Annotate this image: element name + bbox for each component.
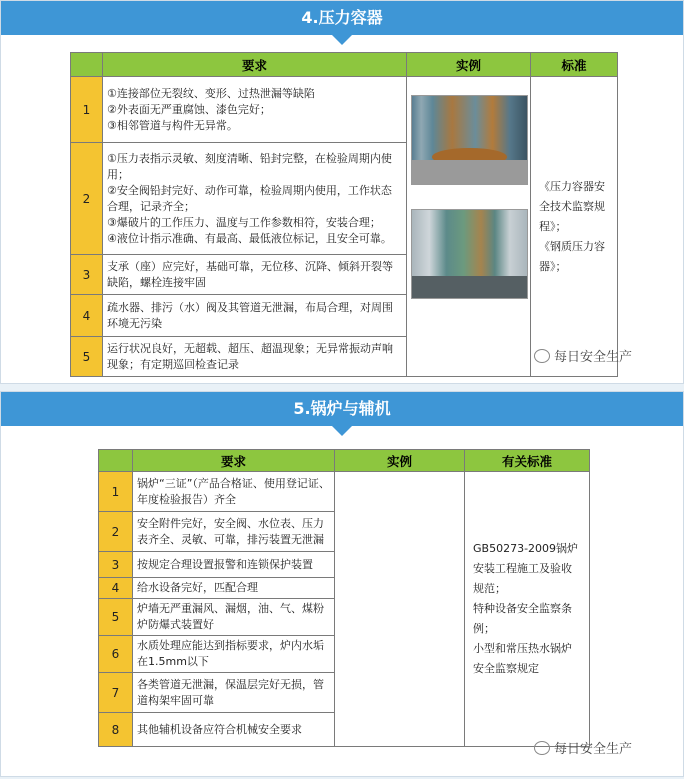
standard-line: 《钢质压力容器》； bbox=[539, 239, 605, 273]
row-number: 4 bbox=[99, 578, 133, 599]
wechat-icon bbox=[534, 741, 550, 755]
requirement-cell bbox=[103, 255, 407, 295]
requirement-line: ④液位计指示准确、有最高、最低液位标记，且安全可靠。 bbox=[107, 231, 392, 245]
requirement-cell: 其他辅机设备应符合机械安全要求 bbox=[133, 713, 335, 747]
pressure-vessel-photo-2 bbox=[411, 209, 528, 299]
header-standard: 标准 bbox=[531, 53, 618, 77]
requirement-cell: 各类管道无泄漏，保温层完好无损，管道构架牢固可靠 bbox=[133, 673, 335, 713]
header-requirement: 要求 bbox=[133, 450, 335, 472]
requirement-line: ②外表面无严重腐蚀、漆色完好； bbox=[107, 102, 271, 116]
section-title: 4.压力容器 bbox=[1, 1, 683, 35]
row-number: 4 bbox=[71, 295, 103, 337]
header-empty bbox=[99, 450, 133, 472]
requirement-cell: 安全附件完好，安全阀、水位表、压力表齐全、灵敏、可靠，排污装置无泄漏 bbox=[133, 512, 335, 552]
header-example: 实例 bbox=[407, 53, 531, 77]
header-example: 实例 bbox=[335, 450, 465, 472]
header-empty bbox=[71, 53, 103, 77]
requirement-cell bbox=[103, 77, 407, 143]
requirement-line: 疏水器、排污（水）阀及其管道无泄漏，布局合理，对周围环境无污染 bbox=[107, 300, 393, 330]
requirement-cell: 水质处理应能达到指标要求，炉内水垢在1.5mm以下 bbox=[133, 636, 335, 673]
header-requirement: 要求 bbox=[103, 53, 407, 77]
row-number: 3 bbox=[99, 552, 133, 578]
requirement-cell bbox=[103, 143, 407, 255]
watermark bbox=[534, 738, 632, 757]
standard-cell bbox=[531, 77, 618, 377]
boiler-panel bbox=[0, 391, 684, 777]
requirement-line: ①压力表指示灵敏、刻度清晰、铅封完整，在检验周期内使用； bbox=[107, 151, 392, 181]
example-cell bbox=[335, 472, 465, 747]
watermark bbox=[534, 346, 632, 365]
row-number: 6 bbox=[99, 636, 133, 673]
requirement-cell: 锅炉“三证”（产品合格证、使用登记证、年度检验报告）齐全 bbox=[133, 472, 335, 512]
pressure-vessel-photo-1 bbox=[411, 95, 528, 185]
requirement-cell: 炉墙无严重漏风、漏烟，油、气、煤粉炉防爆式装置好 bbox=[133, 599, 335, 636]
row-number: 5 bbox=[99, 599, 133, 636]
standard-line: GB50273-2009锅炉安装工程施工及验收规范； bbox=[473, 542, 579, 595]
example-cell bbox=[407, 77, 531, 377]
standard-line: 小型和常压热水锅炉安全监察规定 bbox=[473, 642, 572, 675]
header-standard: 有关标准 bbox=[465, 450, 590, 472]
requirement-line: 支承（座）应完好，基础可靠，无位移、沉降、倾斜开裂等缺陷，螺栓连接牢固 bbox=[107, 259, 393, 289]
standard-cell bbox=[465, 472, 590, 747]
row-number: 5 bbox=[71, 337, 103, 377]
standard-line: 特种设备安全监察条例； bbox=[473, 602, 572, 635]
requirement-cell bbox=[103, 337, 407, 377]
row-number: 2 bbox=[99, 512, 133, 552]
requirement-line: ②安全阀铅封完好、动作可靠，检验周期内使用，工作状态合理，记录齐全； bbox=[107, 183, 392, 213]
watermark-text: 每日安全生产 bbox=[554, 350, 633, 365]
requirement-line: ③相邻管道与构件无异常。 bbox=[107, 118, 238, 132]
requirement-cell bbox=[103, 295, 407, 337]
row-number: 2 bbox=[71, 143, 103, 255]
requirement-line: ①连接部位无裂纹、变形、过热泄漏等缺陷 bbox=[107, 86, 315, 100]
requirement-cell: 按规定合理设置报警和连锁保护装置 bbox=[133, 552, 335, 578]
watermark-text: 每日安全生产 bbox=[554, 742, 633, 757]
boiler-table bbox=[98, 449, 590, 747]
row-number: 1 bbox=[71, 77, 103, 143]
wechat-icon bbox=[534, 349, 550, 363]
requirement-cell: 给水设备完好，匹配合理 bbox=[133, 578, 335, 599]
row-number: 1 bbox=[99, 472, 133, 512]
row-number: 7 bbox=[99, 673, 133, 713]
row-number: 3 bbox=[71, 255, 103, 295]
pressure-vessel-table bbox=[70, 52, 618, 377]
pressure-vessel-panel bbox=[0, 0, 684, 384]
section-title: 5.锅炉与辅机 bbox=[1, 392, 683, 426]
requirement-line: 运行状况良好，无超载、超压、超温现象；无异常振动声响现象；有定期巡回检查记录 bbox=[107, 341, 393, 371]
row-number: 8 bbox=[99, 713, 133, 747]
standard-line: 《压力容器安全技术监察规程》； bbox=[539, 179, 605, 233]
requirement-line: ③爆破片的工作压力、温度与工作参数相符，安装合理； bbox=[107, 215, 381, 229]
